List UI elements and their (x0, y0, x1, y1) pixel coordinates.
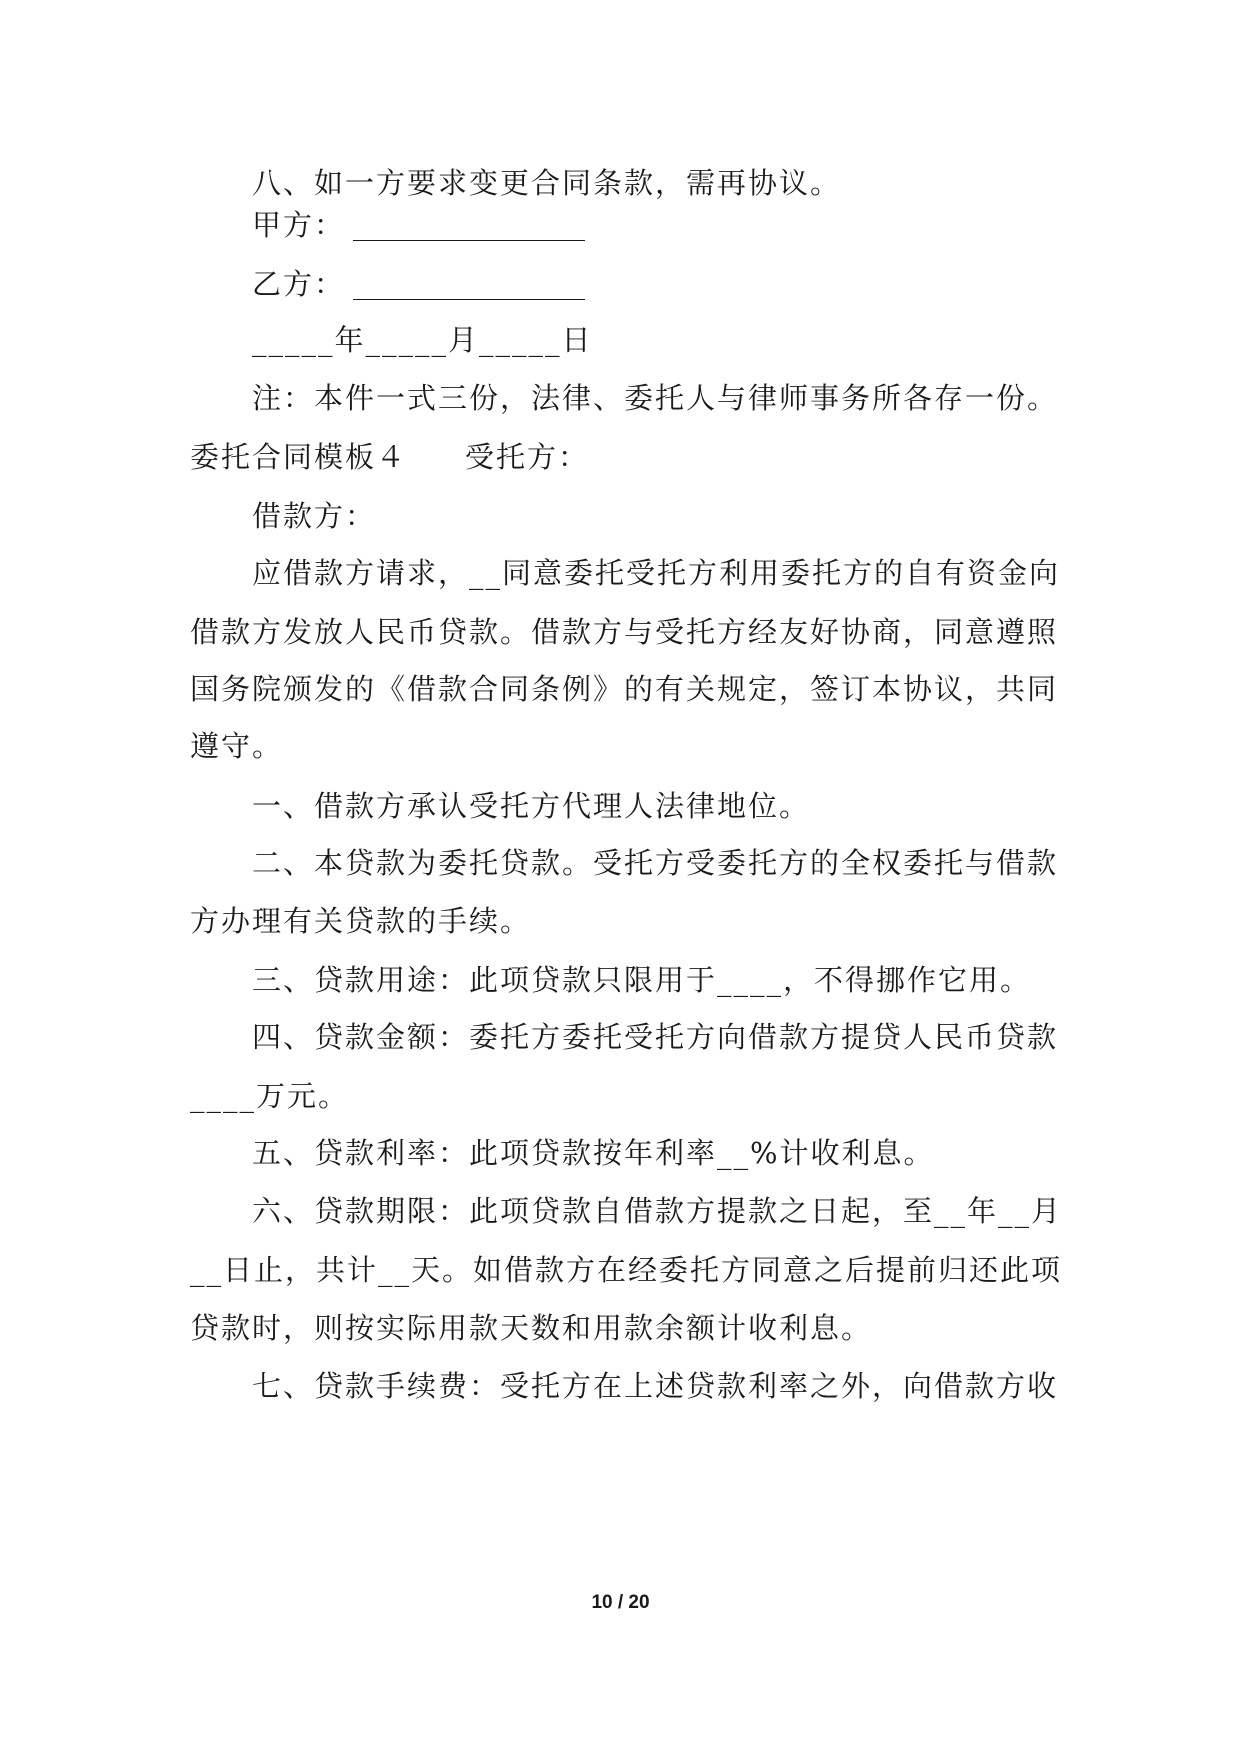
borrower-label: 借款方： (252, 499, 377, 533)
paragraph-line: 应借款方请求，__同意委托受托方利用委托方的自有资金向 (252, 556, 1061, 590)
heading-row (190, 437, 1050, 477)
party-b-signature-blank (353, 273, 585, 300)
clause-1: 一、借款方承认受托方代理人法律地位。 (252, 789, 811, 823)
section-heading: 委托合同模板４ (190, 440, 408, 474)
clause-2-continued: 方办理有关贷款的手续。 (190, 904, 532, 938)
party-b-label: 乙方： (252, 267, 346, 301)
trustee-label: 受托方： (465, 440, 590, 474)
clause-5: 五、贷款利率：此项贷款按年利率__%计收利息。 (252, 1136, 935, 1170)
clause-6-continued: __日止，共计__天。如借款方在经委托方同意之后提前归还此项 (190, 1253, 1063, 1287)
paragraph-line: 国务院颁发的《借款合同条例》的有关规定，签订本协议，共同 (190, 672, 1059, 706)
paragraph-line: 借款方发放人民币贷款。借款方与受托方经友好协商，同意遵照 (190, 615, 1059, 649)
clause-8: 八、如一方要求变更合同条款，需再协议。 (252, 166, 842, 200)
clause-4: 四、贷款金额：委托方委托受托方向借款方提贷人民币贷款 (252, 1020, 1059, 1054)
clause-3: 三、贷款用途：此项贷款只限用于____，不得挪作它用。 (252, 963, 1032, 997)
note-line: 注：本件一式三份，法律、委托人与律师事务所各存一份。 (252, 381, 1059, 415)
clause-6: 六、贷款期限：此项贷款自借款方提款之日起，至__年__月 (252, 1194, 1063, 1228)
date-line: _____年_____月_____日 (252, 323, 593, 357)
party-a-signature-blank (353, 214, 585, 241)
paragraph-line: 遵守。 (190, 729, 284, 763)
clause-7: 七、贷款手续费：受托方在上述贷款利率之外，向借款方收 (252, 1369, 1059, 1403)
party-a-label: 甲方： (252, 208, 346, 242)
party-b-signature-row (252, 264, 1112, 304)
clause-6-continued: 贷款时，则按实际用款天数和用款余额计收利息。 (190, 1311, 873, 1345)
clause-2: 二、本贷款为委托贷款。受托方受委托方的全权委托与借款 (252, 846, 1059, 880)
page-number: 10 / 20 (591, 1592, 650, 1613)
clause-4-continued: ____万元。 (190, 1079, 350, 1113)
party-a-signature-row (252, 205, 1112, 245)
